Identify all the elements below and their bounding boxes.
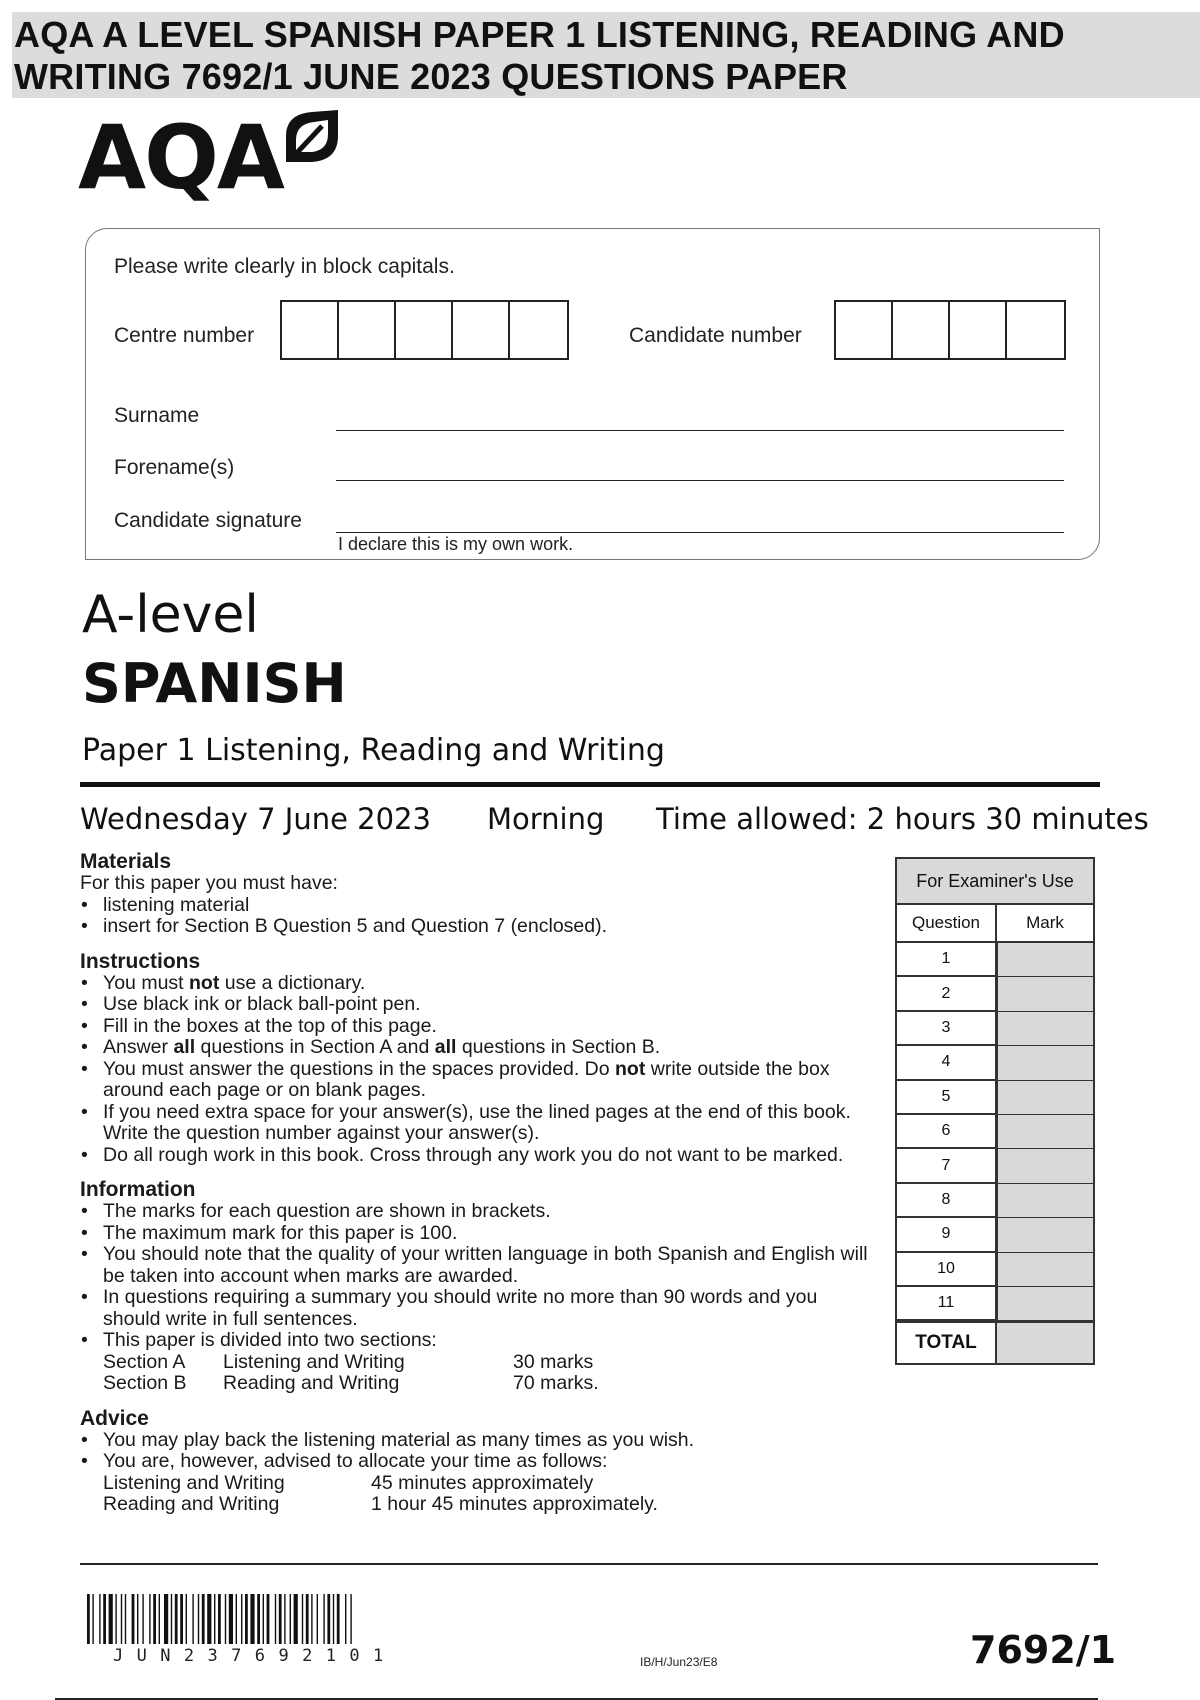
list-item [80,1037,880,1059]
question-number: 2 [897,977,997,1010]
section-marks: 30 marks [513,1350,594,1373]
surname-label: Surname [114,404,200,427]
question-number: 5 [897,1081,997,1114]
subject-title: SPANISH [82,652,347,715]
barcode-bar [245,1594,248,1644]
advice-heading: Advice [80,1406,149,1430]
barcode-bar [333,1594,334,1644]
document-banner [12,12,1200,98]
information-list [80,1201,880,1352]
centre-number-cell[interactable] [453,302,510,358]
mark-cell [997,1287,1093,1320]
barcode-bar [241,1594,242,1644]
examiner-table-heading: For Examiner's Use [897,859,1093,905]
list-item [80,973,880,995]
list-item: • If you need extra space for your answer(s), use the lined pages at the end of this book. Write the question number against your answer(s). [80,1102,880,1145]
barcode-bar [294,1594,298,1644]
examiner-table-row [897,1081,1093,1115]
barcode-bar [198,1594,199,1644]
barcode-bar [142,1594,143,1644]
document-reference: IB/H/Jun23/E8 [640,1655,718,1669]
barcode-bar [207,1594,211,1644]
list-item: • You should note that the quality of your written language in both Spanish and English will be taken into account when marks are awarded. [80,1244,880,1287]
mark-cell [997,1253,1093,1286]
examiner-table-row [897,1149,1093,1183]
barcode-bar [115,1594,116,1644]
question-number: 8 [897,1184,997,1217]
list-item: • This paper is divided into two sections: [80,1330,880,1352]
centre-number-boxes[interactable] [280,300,569,360]
forename-label: Forename(s) [114,456,235,479]
paper-code: 7692/1 [970,1628,1117,1672]
centre-number-cell[interactable] [282,302,339,358]
text-span: You must answer the questions in the spaces provided. Do [103,1057,615,1080]
examiner-table-rows [897,943,1093,1321]
section-label: Section A [103,1350,186,1373]
question-number: 1 [897,943,997,976]
barcode-bar [192,1594,193,1644]
candidate-number-label: Candidate number [629,324,802,347]
emphasis: all [434,1036,457,1058]
centre-number-label: Centre number [114,324,255,347]
section-row [80,1352,880,1374]
list-item [80,1059,880,1102]
text-span: questions in Section A and [195,1036,435,1058]
barcode-bar [92,1594,93,1644]
barcode-bar [149,1594,150,1644]
information-heading: Information [80,1178,196,1201]
examiner-use-table [895,857,1095,1365]
mark-cell [997,1046,1093,1079]
section-row [80,1373,880,1395]
barcode-bar [180,1594,183,1644]
list-item: • Use black ink or black ball-point pen. [80,994,880,1016]
block-capitals-note: Please write clearly in block capitals. [114,255,455,278]
examiner-table-row [897,1046,1093,1080]
banner-title-line-1: AQA A LEVEL SPANISH PAPER 1 LISTENING, READING AND [14,14,1065,55]
list-item: • listening material [80,895,880,917]
mark-cell [997,1115,1093,1148]
emphasis: not [615,1057,646,1080]
exam-date: Wednesday 7 June 2023 [80,802,431,836]
barcode-bar [345,1594,346,1644]
allocation-row [80,1473,880,1495]
logo-text: AQA [78,106,284,209]
time-allowed: Time allowed: 2 hours 30 minutes [656,802,1149,836]
aqa-logo [78,104,348,209]
total-label: TOTAL [897,1323,997,1363]
barcode-bar [159,1594,160,1644]
question-number: 6 [897,1115,997,1148]
instructions-panel [80,850,880,1516]
declaration-text: I declare this is my own work. [338,534,574,554]
barcode-bar [284,1594,285,1644]
surname-line[interactable] [336,430,1064,431]
question-number: 10 [897,1253,997,1286]
mark-cell [997,1149,1093,1182]
mark-cell [997,1218,1093,1251]
list-item: • The marks for each question are shown in brackets. [80,1201,880,1223]
candidate-number-cell[interactable] [1007,302,1064,358]
allocation-time: 1 hour 45 minutes approximately. [371,1493,658,1515]
barcode-text: JUN237692101 [113,1646,397,1666]
candidate-details-box [85,228,1100,560]
section-label: Section B [103,1372,187,1394]
mark-column-header: Mark [1026,913,1064,932]
examiner-table-row [897,1253,1093,1287]
list-item: • You may play back the listening material as many times as you wish. [80,1430,880,1452]
text-span: You must [103,971,189,994]
barcode-bar [350,1594,351,1644]
barcode [87,1594,467,1650]
barcode-bar [103,1594,106,1644]
candidate-number-cell[interactable] [836,302,893,358]
paper-title: Paper 1 Listening, Reading and Writing [82,733,665,768]
barcode-bar [327,1594,330,1644]
allocation-row [80,1494,880,1516]
barcode-bar [263,1594,264,1644]
list-item: • Do all rough work in this book. Cross through any work you do not want to be marked. [80,1145,880,1167]
barcode-bar [164,1594,168,1644]
barcode-bar [175,1594,178,1644]
barcode-bar [132,1594,135,1644]
signature-label: Candidate signature [114,509,302,532]
barcode-bar [214,1594,215,1644]
allocation-part: Reading and Writing [103,1493,280,1515]
list-item: • You are, however, advised to allocate your time as follows: [80,1451,880,1473]
section-name: Listening and Writing [223,1350,405,1373]
materials-intro: For this paper you must have: [80,872,338,894]
examiner-table-row [897,1218,1093,1252]
barcode-bar [337,1594,340,1644]
signature-line[interactable] [336,532,1064,533]
qualification-level: A-level [82,585,259,645]
leaf-icon [282,106,342,166]
centre-number-cell[interactable] [510,302,567,358]
barcode-bar [153,1594,156,1644]
allocation-part: Listening and Writing [103,1471,285,1494]
section-marks: 70 marks. [513,1372,599,1394]
centre-number-cell[interactable] [339,302,396,358]
barcode-bar [87,1594,90,1644]
barcode-bar [306,1594,309,1644]
examiner-table-row [897,943,1093,977]
candidate-number-cell[interactable] [950,302,1007,358]
divider [80,1563,1098,1565]
barcode-bar [250,1594,254,1644]
mark-cell [997,1184,1093,1217]
section-name: Reading and Writing [223,1372,400,1394]
text-span: use a dictionary. [219,971,366,994]
candidate-number-boxes[interactable] [834,300,1066,360]
list-item: • The maximum mark for this paper is 100. [80,1223,880,1245]
divider [80,782,1100,787]
list-item: • Fill in the boxes at the top of this page. [80,1016,880,1038]
barcode-bar [125,1594,126,1644]
barcode-bar [257,1594,260,1644]
list-item: • insert for Section B Question 5 and Question 7 (enclosed). [80,916,880,938]
barcode-bar [302,1594,303,1644]
barcode-bar [171,1594,172,1644]
mark-cell [997,1081,1093,1114]
barcode-bar [279,1594,282,1644]
barcode-bar [202,1594,205,1644]
mark-cell [997,977,1093,1010]
text-span: write outside the box around each page or on blank pages. [103,1057,830,1101]
barcode-bar [229,1594,233,1644]
barcode-bar [236,1594,237,1644]
barcode-bar [311,1594,312,1644]
question-number: 7 [897,1149,997,1182]
list-item: • In questions requiring a summary you should write no more than 90 words and you should write in full sentences. [80,1287,880,1330]
advice-list [80,1430,880,1473]
question-number: 3 [897,1012,997,1045]
text-span: Answer [103,1036,174,1058]
instructions-list [80,973,880,1167]
barcode-bar [109,1594,113,1644]
examiner-table-row [897,1184,1093,1218]
examiner-table-row [897,1287,1093,1321]
total-mark-cell [997,1323,1093,1363]
barcode-bar [137,1594,138,1644]
question-column-header: Question [897,905,997,941]
materials-heading: Materials [80,850,172,873]
candidate-number-cell[interactable] [893,302,950,358]
barcode-bar [317,1594,318,1644]
question-number: 9 [897,1218,997,1251]
examiner-table-row [897,1012,1093,1046]
instructions-heading: Instructions [80,949,201,973]
barcode-bar [290,1594,291,1644]
text-span: questions in Section B. [456,1036,661,1058]
examiner-table-row [897,977,1093,1011]
examiner-table-header-row [897,905,1093,943]
mark-cell [997,943,1093,976]
forename-line[interactable] [336,480,1064,481]
mark-cell [997,1012,1093,1045]
examiner-table-row [897,1115,1093,1149]
question-number: 11 [897,1287,997,1320]
exam-session: Morning [487,802,605,836]
question-number: 4 [897,1046,997,1079]
barcode-bar [99,1594,100,1644]
barcode-bar [323,1594,324,1644]
emphasis: all [173,1036,196,1058]
barcode-bar [225,1594,226,1644]
barcode-bar [121,1594,122,1644]
centre-number-cell[interactable] [396,302,453,358]
emphasis: not [189,971,220,994]
barcode-bar [186,1594,187,1644]
allocation-time: 45 minutes approximately [371,1471,594,1494]
barcode-bar [267,1594,270,1644]
banner-title-line-2: WRITING 7692/1 JUNE 2023 QUESTIONS PAPER [14,56,848,97]
barcode-bar [275,1594,276,1644]
materials-list [80,895,880,938]
barcode-bar [218,1594,221,1644]
total-row [897,1321,1093,1363]
